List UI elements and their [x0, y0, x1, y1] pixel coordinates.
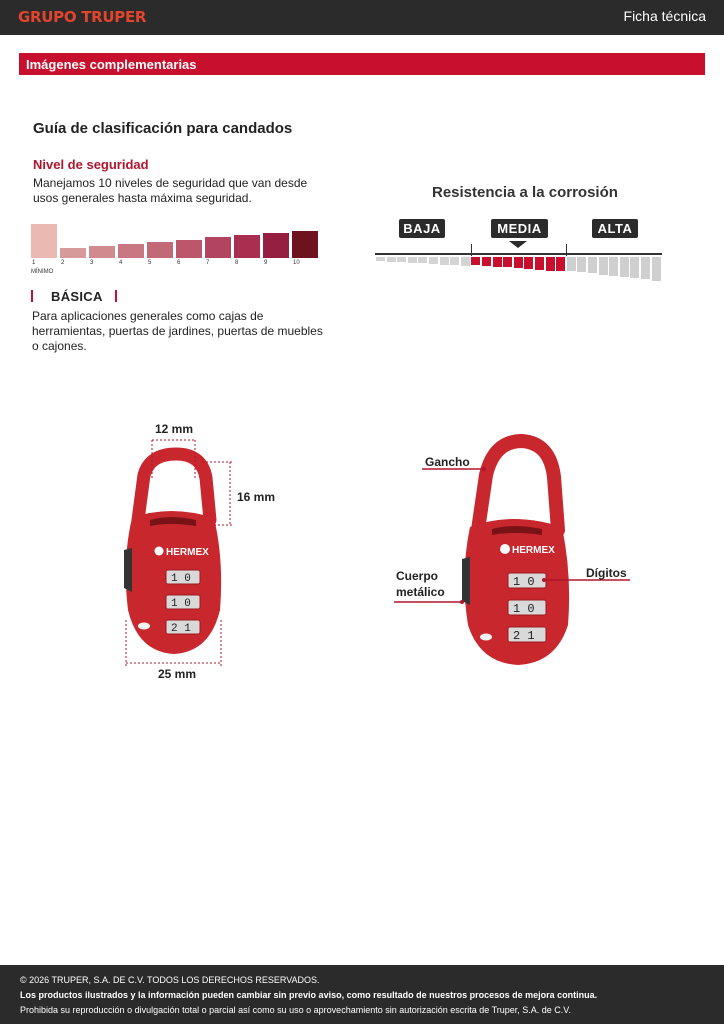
callout-shackle: Gancho — [425, 455, 470, 469]
dial-digits: 2 1 — [513, 629, 535, 643]
dial-digits: 1 0 — [513, 575, 535, 589]
corrosion-scale-segment — [630, 257, 639, 278]
scale-min-label: MÍNIMO — [31, 269, 54, 275]
corrosion-scale-segment — [471, 257, 480, 265]
corrosion-scale-segment — [620, 257, 629, 277]
security-level-number: 1 — [32, 260, 36, 266]
corrosion-scale-segment — [387, 257, 396, 262]
dial-digits: 1 0 — [171, 573, 191, 585]
corrosion-scale-line — [375, 253, 662, 255]
corrosion-scale-segment — [641, 257, 650, 279]
guide-title: Guía de clasificación para candados — [33, 120, 293, 137]
corrosion-scale-segment — [652, 257, 661, 281]
footer — [0, 965, 724, 1024]
selected-level-caret — [509, 241, 527, 248]
footer-copyright: © 2026 TRUPER, S.A. DE C.V. TODOS LOS DERECHOS RESERVADOS. — [20, 975, 320, 985]
corrosion-scale-segment — [556, 257, 565, 271]
corrosion-scale-segment — [397, 257, 406, 262]
corrosion-scale-segment — [493, 257, 502, 267]
security-level-bar — [118, 244, 144, 258]
corrosion-scale-segment — [503, 257, 512, 267]
corrosion-scale-segment — [429, 257, 438, 264]
selected-level-label — [31, 289, 121, 305]
security-level-heading: Nivel de seguridad — [33, 157, 149, 172]
security-level-number: 6 — [177, 260, 181, 266]
security-level-bar — [31, 224, 57, 258]
security-level-bar — [147, 242, 173, 258]
padlock-side-button — [124, 548, 132, 592]
section-title: Imágenes complementarias — [26, 57, 197, 72]
document-type-label: Ficha técnica — [623, 8, 706, 24]
security-level-number: 2 — [61, 260, 65, 266]
corrosion-scale-segment — [514, 257, 523, 268]
corrosion-scale-segment — [450, 257, 459, 265]
security-level-number: 8 — [235, 260, 239, 266]
security-level-scale — [31, 222, 321, 282]
security-level-description: Manejamos 10 niveles de seguridad que van desde usos generales hasta máxima seguridad. — [33, 176, 308, 205]
dimension-shackle-width: 12 mm — [155, 422, 194, 436]
label-right-tick — [115, 290, 117, 302]
security-level-number: 10 — [293, 260, 300, 266]
brand-logo-hermex: HERMEX — [512, 545, 555, 556]
dimension-body-width: 25 mm — [158, 667, 197, 681]
dial-digits: 2 1 — [171, 623, 191, 635]
padlock-shackle — [138, 454, 210, 520]
corrosion-title: Resistencia a la corrosión — [432, 184, 618, 201]
corrosion-scale-segment — [482, 257, 491, 266]
security-level-number: 9 — [264, 260, 268, 266]
security-level-bar — [60, 248, 86, 258]
corrosion-scale-segment — [588, 257, 597, 273]
footer-legal: Prohibida su reproducción o divulgación total o parcial así como su uso o aprovechamiento sin autorización escrita de Truper, S.A. de C.V. — [20, 1005, 571, 1015]
callout-digits: Dígitos — [586, 566, 627, 580]
dial-digits: 1 0 — [171, 598, 191, 610]
security-level-bar — [176, 240, 202, 259]
corrosion-scale-segment — [376, 257, 385, 261]
padlock-dimensions-illustration — [110, 420, 290, 690]
security-level-bar — [263, 233, 289, 258]
brand-logo-hermex: HERMEX — [166, 547, 209, 558]
corrosion-scale-segment — [599, 257, 608, 275]
corrosion-scale-segment — [524, 257, 533, 269]
top-header-bar — [0, 0, 724, 35]
security-level-number: 5 — [148, 260, 152, 266]
security-level-bar — [292, 231, 318, 258]
corrosion-scale-segment — [609, 257, 618, 276]
corrosion-scale-divider-left — [471, 244, 472, 256]
section-header — [19, 53, 705, 75]
corrosion-scale-segment — [440, 257, 449, 265]
corrosion-badge-medium: MEDIA — [491, 219, 548, 238]
dimension-shackle-height: 16 mm — [237, 490, 276, 504]
brand-logo: GRUPO TRUPER — [18, 8, 147, 26]
level-label-description: Para aplicaciones generales como cajas de herramientas, puertas de jardines, puertas de muebles o cajones. — [32, 309, 323, 353]
security-level-bar — [205, 237, 231, 258]
corrosion-scale-segment — [408, 257, 417, 263]
corrosion-scale-segment — [577, 257, 586, 272]
security-level-bar — [234, 235, 260, 258]
corrosion-scale-segment — [567, 257, 576, 271]
security-level-number: 3 — [90, 260, 94, 266]
corrosion-scale-segment — [418, 257, 427, 263]
security-level-number: 4 — [119, 260, 123, 266]
security-level-number: 7 — [206, 260, 210, 266]
footer-notice: Los productos ilustrados y la información pueden cambiar sin previo aviso, como resultado de nuestros procesos de mejora continua. — [20, 990, 598, 1000]
corrosion-badge-high: ALTA — [592, 219, 638, 238]
corrosion-scale-divider-right — [566, 244, 567, 256]
callout-body: Cuerpo metálico — [396, 569, 445, 599]
label-left-tick — [31, 290, 33, 302]
dial-digits: 1 0 — [513, 602, 535, 616]
security-level-bar — [89, 246, 115, 258]
corrosion-badge-low: BAJA — [399, 219, 445, 238]
corrosion-scale-segment — [535, 257, 544, 270]
level-label-text: BÁSICA — [51, 289, 103, 304]
corrosion-scale-segment — [546, 257, 555, 271]
corrosion-scale-segment — [461, 257, 470, 266]
